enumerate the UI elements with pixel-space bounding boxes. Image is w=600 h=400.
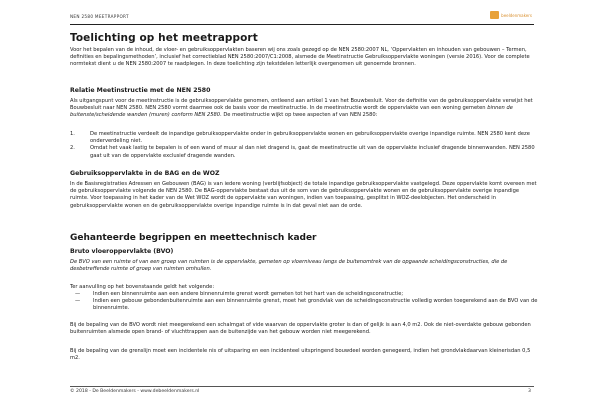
subheading-bvo: Bruto vloeroppervlakte (BVO) xyxy=(70,248,174,255)
list-item xyxy=(70,145,538,159)
bvo-bullets xyxy=(75,291,538,313)
relatie-text-b: . De meetinstructie wijkt op twee aspecten af van NEN 2580: xyxy=(220,112,378,119)
list-number: 2. xyxy=(70,145,75,152)
relatie-text-italic: binnen de buitenste/scheidende wanden (muren) conform NEN 2580 xyxy=(70,105,513,119)
dash-bullet: — xyxy=(75,291,81,297)
list-number: 1. xyxy=(70,131,75,137)
bvo-paragraph-1: Bij de bepaling van de BVO wordt niet meegerekend een schalmgat of vide waarvan de oppervlakte groter is dan of gelijk is aan 4,0 m2. Ook de niet-overdakte gebouw gebonden buitenruimten alsmede open brand- of vluchttrappen aan de buitenzijde van het gebouw worden niet meegerekend. xyxy=(70,322,531,336)
company-logo xyxy=(490,10,532,20)
relatie-paragraph xyxy=(70,98,538,120)
page-title: Toelichting op het meetrapport xyxy=(70,32,258,44)
section-heading-bag-woz: Gebruiksoppervlakte in de BAG en de WOZ xyxy=(70,170,220,177)
list-text: De meetinstructie verdeelt de inpandige gebruiksoppervlakte onder in gebruiksoppervlakte wonen en gebruiksoppervlakte overige inpandige ruimte. NEN 2580 kent deze onderverdeling niet. xyxy=(90,131,530,145)
footer-copyright: © 2018 - De Beeldenmakers - www.debeeldenmakers.nl xyxy=(70,389,200,394)
footer-divider xyxy=(70,386,534,387)
section-heading-begrippen: Gehanteerde begrippen en meettechnisch kader xyxy=(70,233,317,243)
list-item xyxy=(75,298,538,312)
bvo-definition: De BVO van een ruimte of van een groep van ruimten is de oppervlakte, gemeten op vloerniveau langs de buitenomtrek van de opgaande scheidingsconstructies, die de desbetreffende ruimte of groep van ruimten omhullen. xyxy=(70,259,508,273)
bag-woz-paragraph: In de Basisregistraties Adressen en Gebouwen (BAG) is van iedere woning (verblijfsobject) de totale inpandige gebruiksoppervlakte vastgelegd. Deze oppervlakte komt overeen met de gebruiksoppervlakte volgende de NEN 2580. De BAG-oppervlakte bestaat dus uit de som van de gebruiksoppervlakte wonen en de gebruiksoppervlakte overige inpandige ruimte. Voor toepassing in het kader van de Wet WOZ wordt de oppervlakte van woningen, indien van toepassing, gesplitst in WOZ-deelobjecten. Het onderscheid in gebruiksoppervlakte wonen en de gebruiksoppervlakte overige inpandige ruimte is in dat geval niet aan de orde. xyxy=(70,181,537,209)
logo-text: beeldenmakers xyxy=(501,12,532,18)
list-text: Indien een gebouw gebondenbuitenruimte aan een binnenruimte grenst, moet het grondvlak van de scheidingsconstructie volledig worden toegerekend aan de BVO van de binnenruimte. xyxy=(93,298,538,312)
bvo-lead: Ter aanvulling op het bovenstaande geldt het volgende: xyxy=(70,284,215,290)
bvo-paragraph-2: Bij de bepaling van de grenslijn moet een incidentele nis of uitsparing en een incidenteel uitspringend bouwdeel worden genegeerd, indien het grondvlakdaarvan kleinerisdan 0,5 m2. xyxy=(70,348,531,362)
dash-bullet: — xyxy=(75,298,81,305)
header-divider xyxy=(70,24,534,25)
running-header: NEN 2580 MEETRAPPORT xyxy=(70,14,129,19)
list-item xyxy=(75,291,538,298)
list-text: Indien een binnenruimte aan een andere binnenruimte grenst wordt gemeten tot het hart van de scheidingsconstructie; xyxy=(93,291,404,297)
list-text: Omdat het vaak lastig te bepalen is of een wand of muur al dan niet dragend is, gaat de meetinstructie uit van de oppervlakte inclusief dragende binnenwanden. NEN 2580 gaat uit van de oppervlakte exclusief dragende wanden. xyxy=(90,145,535,159)
intro-paragraph: Voor het bepalen van de inhoud, de vloer- en gebruiksoppervlakten baseren wij ons zoals gezegd op de NEN 2580:2007 NL, ‘Oppervlakten en inhouden van gebouwen – Termen, definities en bepalingsmethoden’, inclusief het correctieblad NEN 2580:2007/C1:2008, alsmede de Meetinstructie Gebruiksoppervlakte woningen (versie 2016). Voor de complete normtekst dient u de NEN 2580:2007 te raadplegen. In deze toelichting zijn tekstdelen letterlijk overgenomen uit genoemde bronnen. xyxy=(70,47,530,68)
list-item xyxy=(70,131,538,145)
house-logo-icon xyxy=(490,11,499,19)
page-number: 3 xyxy=(528,389,531,394)
relatie-list xyxy=(70,131,538,160)
relatie-text-a: Als uitgangspunt voor de meetinstructie is de gebruiksoppervlakte genomen, ontleend aan artikel 1 van het Bouwbesluit. Voor de definitie van de gebruiksoppervlakte verwijst het Bouwbesluit naar NEN 2580. NEN 2580 vormt daarmee ook de basis voor de meetinstructie. In de meetinstructie wordt de oppervlakte van een woning gemeten xyxy=(70,98,533,112)
section-heading-relatie: Relatie Meetinstructie met de NEN 2580 xyxy=(70,87,211,94)
